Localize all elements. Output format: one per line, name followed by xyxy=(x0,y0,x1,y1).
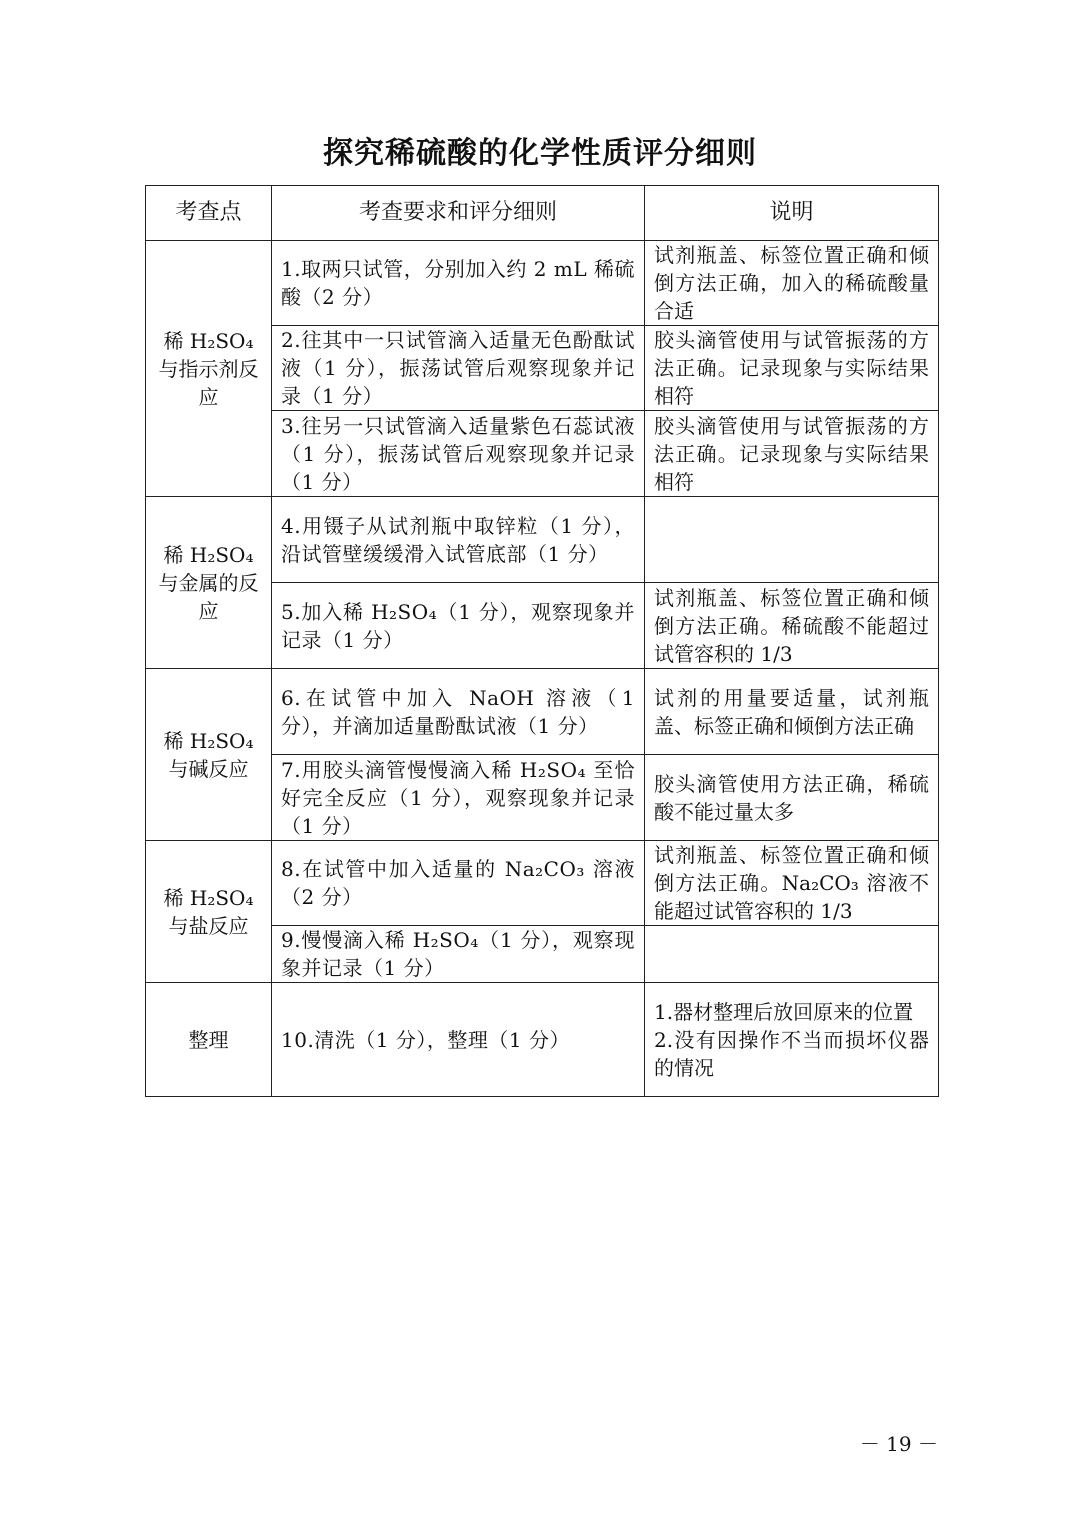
note-cell xyxy=(645,497,939,583)
note-cell: 胶头滴管使用与试管振荡的方法正确。记录现象与实际结果相符 xyxy=(645,326,939,411)
header-note: 说明 xyxy=(645,186,939,241)
scoring-table xyxy=(145,185,939,1097)
table-row xyxy=(146,241,939,326)
page-title: 探究稀硫酸的化学性质评分细则 xyxy=(323,136,757,171)
requirement-cell: 6.在试管中加入 NaOH 溶液（1 分），并滴加适量酚酞试液（1 分） xyxy=(272,669,645,755)
table-row xyxy=(146,841,939,926)
note-cell: 试剂瓶盖、标签位置正确和倾倒方法正确。Na₂CO₃ 溶液不能超过试管容积的 1/3 xyxy=(645,841,939,926)
note-cell: 胶头滴管使用方法正确，稀硫酸不能过量太多 xyxy=(645,755,939,841)
requirement-cell: 4.用镊子从试剂瓶中取锌粒（1 分），沿试管壁缓缓滑入试管底部（1 分） xyxy=(272,497,645,583)
requirement-cell: 5.加入稀 H₂SO₄（1 分），观察现象并记录（1 分） xyxy=(272,583,645,669)
requirement-cell: 2.往其中一只试管滴入适量无色酚酞试液（1 分），振荡试管后观察现象并记录（1 分） xyxy=(272,326,645,411)
table-row xyxy=(146,497,939,583)
requirement-cell: 10.清洗（1 分），整理（1 分） xyxy=(272,983,645,1097)
table-row xyxy=(146,983,939,1097)
page-number: － 19 － xyxy=(859,1432,938,1456)
requirement-cell: 7.用胶头滴管慢慢滴入稀 H₂SO₄ 至恰好完全反应（1 分），观察现象并记录（1 分） xyxy=(272,755,645,841)
requirement-cell: 9.慢慢滴入稀 H₂SO₄（1 分），观察现象并记录（1 分） xyxy=(272,926,645,983)
category-cell: 稀 H₂SO₄ 与盐反应 xyxy=(146,841,272,983)
note-cell: 1.器材整理后放回原来的位置 2.没有因操作不当而损坏仪器的情况 xyxy=(645,983,939,1097)
requirement-cell: 8.在试管中加入适量的 Na₂CO₃ 溶液（2 分） xyxy=(272,841,645,926)
requirement-cell: 3.往另一只试管滴入适量紫色石蕊试液（1 分），振荡试管后观察现象并记录（1 分） xyxy=(272,411,645,497)
category-cell: 稀 H₂SO₄ 与碱反应 xyxy=(146,669,272,841)
header-category: 考查点 xyxy=(146,186,272,241)
requirement-cell: 1.取两只试管，分别加入约 2 mL 稀硫酸（2 分） xyxy=(272,241,645,326)
category-cell: 稀 H₂SO₄ 与金属的反应 xyxy=(146,497,272,669)
category-cell: 整理 xyxy=(146,983,272,1097)
note-cell: 胶头滴管使用与试管振荡的方法正确。记录现象与实际结果相符 xyxy=(645,411,939,497)
table-row xyxy=(146,669,939,755)
table-header-row xyxy=(146,186,939,241)
note-cell: 试剂的用量要适量，试剂瓶盖、标签正确和倾倒方法正确 xyxy=(645,669,939,755)
note-cell: 试剂瓶盖、标签位置正确和倾倒方法正确。稀硫酸不能超过试管容积的 1/3 xyxy=(645,583,939,669)
category-cell: 稀 H₂SO₄ 与指示剂反应 xyxy=(146,241,272,497)
header-requirement: 考查要求和评分细则 xyxy=(272,186,645,241)
note-cell: 试剂瓶盖、标签位置正确和倾倒方法正确，加入的稀硫酸量合适 xyxy=(645,241,939,326)
note-cell xyxy=(645,926,939,983)
